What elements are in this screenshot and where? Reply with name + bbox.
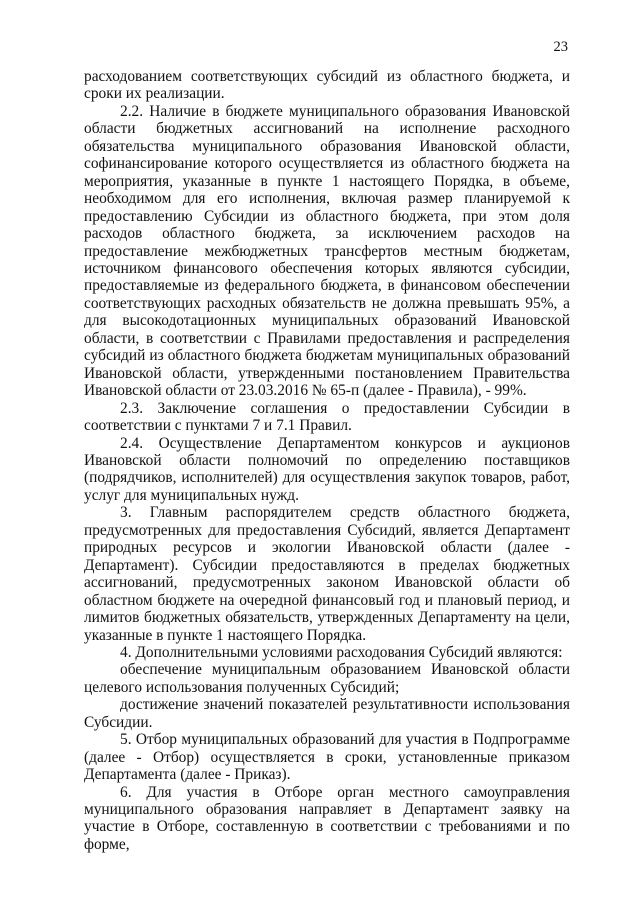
document-body [84, 68, 570, 853]
paragraph-4-condition-2: достижение значений показателей результативности использования Субсидии. [84, 696, 570, 731]
paragraph-2-3: 2.3. Заключение соглашения о предоставлении Субсидии в соответствии с пунктами 7 и 7.1 Правил. [84, 399, 570, 435]
paragraph-4: 4. Дополнительными условиями расходования Субсидий являются: [120, 643, 563, 661]
page-number: 23 [553, 39, 568, 55]
paragraph-3: 3. Главным распорядителем средств областного бюджета, предусмотренных для предоставления Субсидий, является Департамент природных ресурсов и экологии Ивановской области (далее - Департамент). Субсидии предоставляются в пределах бюджетных ассигнований, предусмотренных законом Ивановской области об областном бюджете на очередной финансовый год и плановый период, и лимитов бюджетных обязательств, утвержденных Департаменту на цели, указанные в пункте 1 настоящего Порядка. [84, 504, 570, 644]
paragraph-5: 5. Отбор муниципальных образований для участия в Подпрограмме (далее - Отбор) осуществляется в сроки, установленные приказом Департамента (далее - Приказ). [84, 731, 570, 784]
paragraph-6: 6. Для участия в Отборе орган местного самоуправления муниципального образования направляет в Департамент заявку на участие в Отборе, составленную в соответствии с требованиями и по форме, [84, 783, 570, 853]
paragraph-4-condition-1: обеспечение муниципальным образованием Ивановской области целевого использования полученных Субсидий; [84, 661, 570, 696]
paragraph-2-2: 2.2. Наличие в бюджете муниципального образования Ивановской области бюджетных ассигнований на исполнение расходного обязательства муниципального образования Ивановской области, софинансирование которого осуществляется из областного бюджета на мероприятия, указанные в пункте 1 настоящего Порядка, в объеме, необходимом для его исполнения, включая размер планируемой к предоставлению Субсидии из областного бюджета, при этом доля расходов областного бюджета, за исключением расходов на предоставление межбюджетных трансфертов местным бюджетам, источником финансового обеспечения которых являются субсидии, предоставляемые из федерального бюджета, в финансовом обеспечении соответствующих расходных обязательств не должна превышать 95%, а для высокодотационных муниципальных образований Ивановской области, в соответствии с Правилами предоставления и распределения субсидий из областного бюджета бюджетам муниципальных образований Ивановской области, утвержденными постановлением Правительства Ивановской области от 23.03.2016 № 65-п (далее - Правила), - 99%. [84, 102, 570, 400]
paragraph-continuation: расходованием соответствующих субсидий из областного бюджета, и сроки их реализации. [84, 68, 570, 103]
paragraph-2-4: 2.4. Осуществление Департаментом конкурсов и аукционов Ивановской области полномочий по определению поставщиков (подрядчиков, исполнителей) для осуществления закупок товаров, работ, услуг для муниципальных нужд. [84, 434, 570, 504]
